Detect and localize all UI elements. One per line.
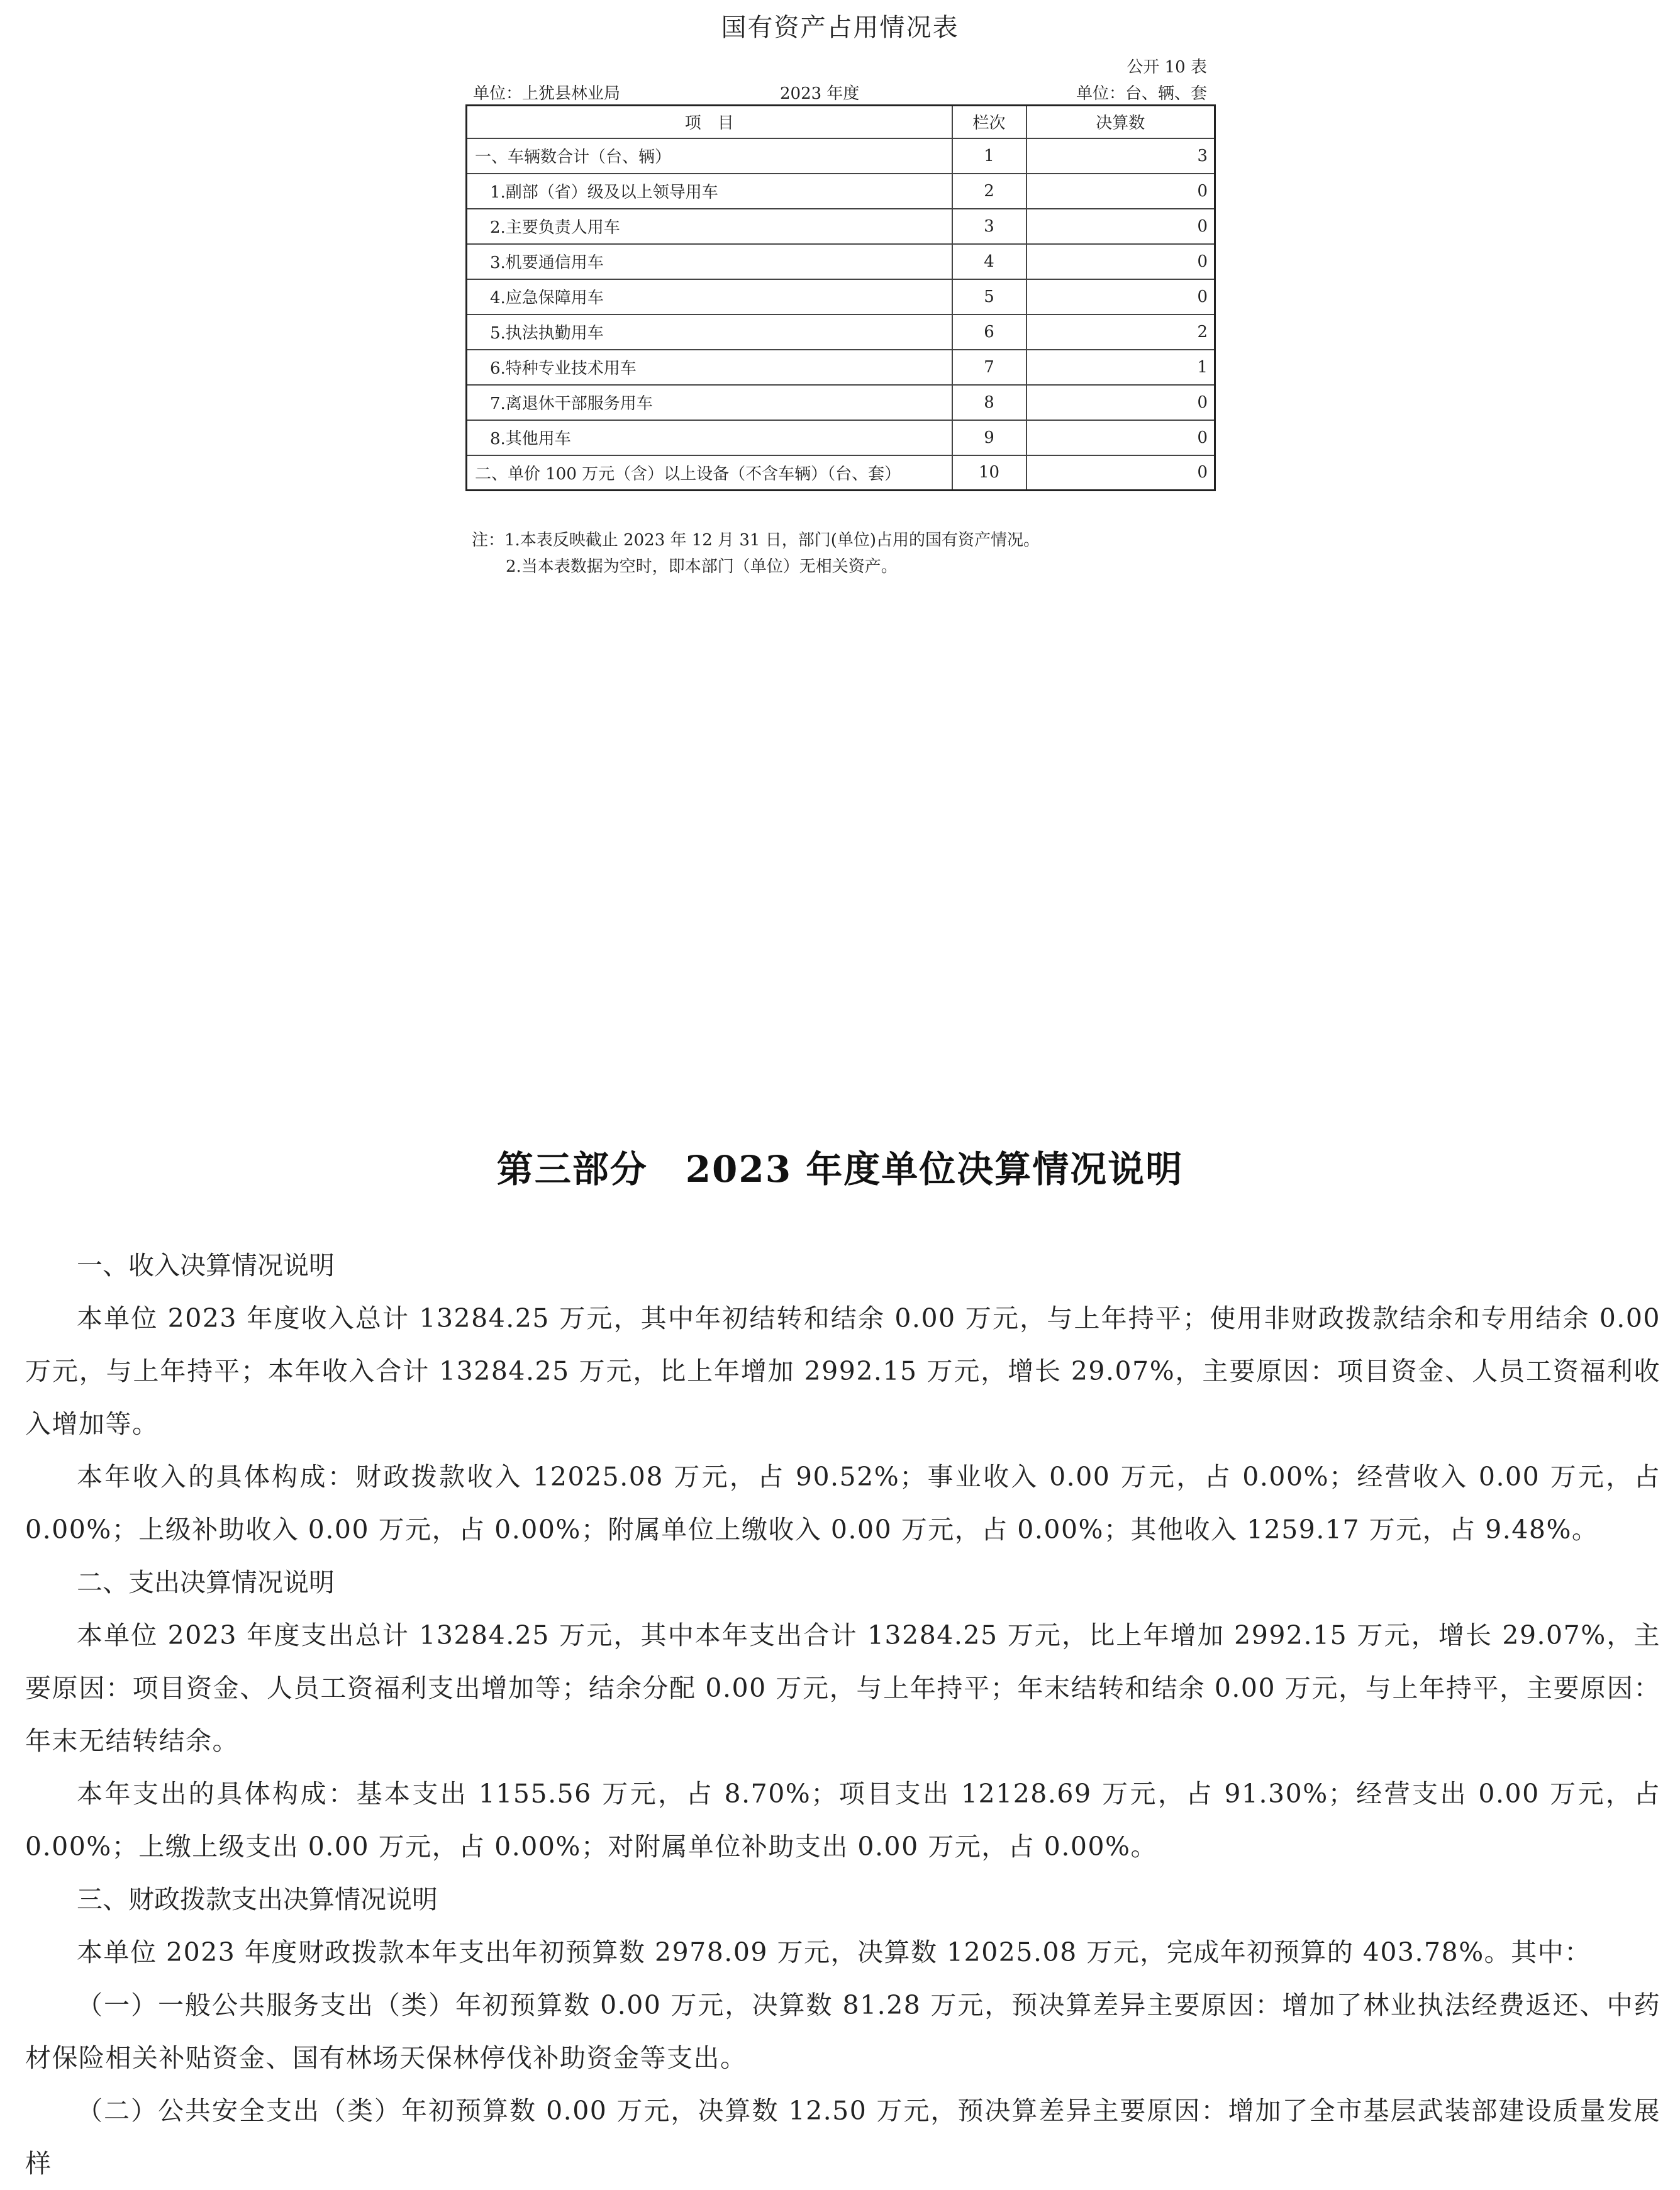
row-item: 5.执法执勤用车	[467, 314, 952, 350]
table-row	[467, 455, 1215, 491]
row-item: 3.机要通信用车	[467, 244, 952, 279]
row-value: 0	[1026, 385, 1215, 420]
row-value: 1	[1026, 350, 1215, 385]
note-1: 注：1.本表反映截止 2023 年 12 月 31 日，部门(单位)占用的国有资产情况。	[472, 531, 1040, 550]
row-column-no: 7	[952, 350, 1026, 385]
section-heading-expenditure: 二、支出决算情况说明	[77, 1567, 335, 1598]
note-2: 2.当本表数据为空时，即本部门（单位）无相关资产。	[506, 557, 898, 576]
table-row	[467, 244, 1215, 279]
table-code: 公开 10 表	[1126, 58, 1207, 77]
row-value: 0	[1026, 279, 1215, 314]
header-final-amount: 决算数	[1026, 106, 1215, 138]
paragraph: （二）公共安全支出（类）年初预算数 0.00 万元，决算数 12.50 万元，预决算差异主要原因：增加了全市基层武装部建设质量发展样	[25, 2096, 1661, 2179]
reporting-unit: 单位：上犹县林业局	[473, 84, 621, 103]
row-column-no: 3	[952, 209, 1026, 244]
paragraph: 本单位 2023 年度支出总计 13284.25 万元，其中本年支出合计 13284.25 万元，比上年增加 2992.15 万元，增长 29.07%，主要原因：项目资金、人员工资福利支出增加等；结余分配 0.00 万元，与上年持平；年末结转和结余 0.00 万元，与上年持平，主要原因：年末无结转结余。	[25, 1620, 1661, 1756]
row-value: 0	[1026, 420, 1215, 455]
part-title: 第三部分 2023 年度单位决算情况说明	[496, 1148, 1184, 1191]
row-column-no: 4	[952, 244, 1026, 279]
paragraph: 本年支出的具体构成：基本支出 1155.56 万元，占 8.70%；项目支出 12128.69 万元，占 91.30%；经营支出 0.00 万元，占 0.00%；上缴上级支出 0.00 万元，占 0.00%；对附属单位补助支出 0.00 万元，占 0.00%。	[25, 1779, 1661, 1862]
table-row	[467, 385, 1215, 420]
row-value: 0	[1026, 209, 1215, 244]
paragraph: （一）一般公共服务支出（类）年初预算数 0.00 万元，决算数 81.28 万元，预决算差异主要原因：增加了林业执法经费返还、中药材保险相关补贴资金、国有林场天保林停伐补助资金等支出。	[25, 1990, 1661, 2073]
row-column-no: 8	[952, 385, 1026, 420]
table-title: 国有资产占用情况表	[721, 13, 959, 42]
table-row	[467, 350, 1215, 385]
table-row	[467, 138, 1215, 174]
row-column-no: 10	[952, 455, 1026, 491]
row-item: 6.特种专业技术用车	[467, 350, 952, 385]
header-item: 项 目	[467, 106, 952, 138]
row-value: 0	[1026, 455, 1215, 491]
header-column-no: 栏次	[952, 106, 1026, 138]
table-row	[467, 314, 1215, 350]
section-heading-income: 一、收入决算情况说明	[77, 1250, 335, 1281]
document-body	[25, 1239, 1661, 2190]
row-item: 4.应急保障用车	[467, 279, 952, 314]
table-header-row	[467, 106, 1215, 138]
paragraph: 本单位 2023 年度收入总计 13284.25 万元，其中年初结转和结余 0.00 万元，与上年持平；使用非财政拨款结余和专用结余 0.00 万元，与上年持平；本年收入合计 13284.25 万元，比上年增加 2992.15 万元，增长 29.07%，主要原因：项目资金、人员工资福利收入增加等。	[25, 1303, 1661, 1439]
row-item: 1.副部（省）级及以上领导用车	[467, 174, 952, 209]
row-column-no: 9	[952, 420, 1026, 455]
table-row	[467, 209, 1215, 244]
table-row	[467, 279, 1215, 314]
measure-unit: 单位：台、辆、套	[1076, 84, 1207, 103]
row-item: 2.主要负责人用车	[467, 209, 952, 244]
row-item: 8.其他用车	[467, 420, 952, 455]
paragraph: 本年收入的具体构成：财政拨款收入 12025.08 万元，占 90.52%；事业收入 0.00 万元，占 0.00%；经营收入 0.00 万元，占 0.00%；上级补助收入 0.00 万元，占 0.00%；附属单位上缴收入 0.00 万元，占 0.00%；其他收入 1259.17 万元，占 9.48%。	[25, 1462, 1661, 1545]
table-notes	[472, 527, 1040, 580]
asset-table	[465, 104, 1216, 491]
reporting-year: 2023 年度	[780, 84, 860, 103]
row-value: 0	[1026, 244, 1215, 279]
section-heading-fiscal-appropriation: 三、财政拨款支出决算情况说明	[77, 1884, 438, 1915]
row-value: 3	[1026, 138, 1215, 174]
row-column-no: 2	[952, 174, 1026, 209]
row-item: 二、单价 100 万元（含）以上设备（不含车辆）（台、套）	[467, 455, 952, 491]
row-column-no: 1	[952, 138, 1026, 174]
table-row	[467, 174, 1215, 209]
row-value: 0	[1026, 174, 1215, 209]
row-item: 一、车辆数合计（台、辆）	[467, 138, 952, 174]
table-row	[467, 420, 1215, 455]
row-column-no: 6	[952, 314, 1026, 350]
paragraph: 本单位 2023 年度财政拨款本年支出年初预算数 2978.09 万元，决算数 12025.08 万元，完成年初预算的 403.78%。其中：	[77, 1937, 1591, 1967]
row-column-no: 5	[952, 279, 1026, 314]
row-item: 7.离退休干部服务用车	[467, 385, 952, 420]
row-value: 2	[1026, 314, 1215, 350]
